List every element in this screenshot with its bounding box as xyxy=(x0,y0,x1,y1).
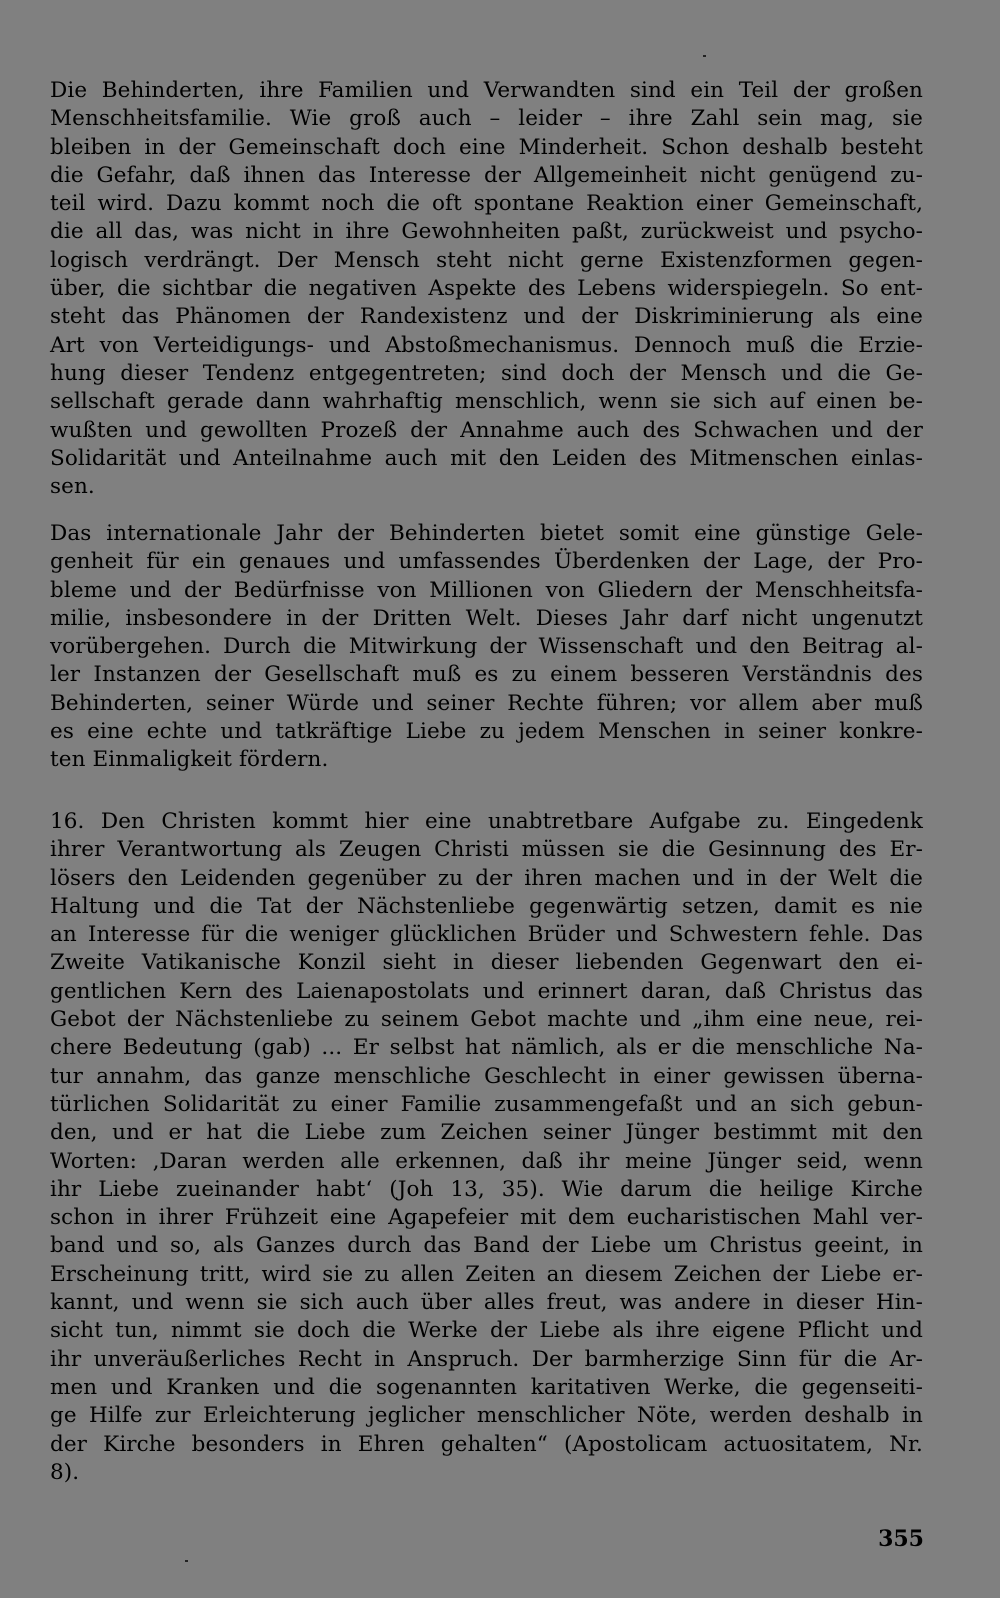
paragraph-disabled-persons-family xyxy=(50,77,923,501)
text-line: Behinderten, seiner Würde und seiner Rechte führen; vor allem aber muß xyxy=(50,690,923,716)
text-line: der Kirche besonders in Ehren gehalten“ (Apostolicam actuositatem, Nr. xyxy=(50,1431,923,1457)
text-line: chere Bedeutung (gab) ... Er selbst hat nämlich, als er die menschliche Na- xyxy=(50,1035,923,1061)
text-line: ihr unveräußerliches Recht in Anspruch. Der barmherzige Sinn für die Ar- xyxy=(50,1346,923,1372)
text-line: Gebot der Nächstenliebe zu seinem Gebot machte und „ihm eine neue, rei- xyxy=(50,1007,923,1033)
text-line: ler Instanzen der Gesellschaft muß es zu einem besseren Verständnis des xyxy=(50,662,923,688)
text-line: steht das Phänomen der Randexistenz und der Diskriminierung als eine xyxy=(50,304,923,330)
text-line: gentlichen Kern des Laienapostolats und erinnert daran, daß Christus das xyxy=(50,978,923,1004)
text-line: über, die sichtbar die negativen Aspekte des Lebens widerspiegeln. So ent- xyxy=(50,276,923,302)
text-line: vorübergehen. Durch die Mitwirkung der Wissenschaft und den Beitrag al- xyxy=(50,634,923,660)
text-line: tur annahm, das ganze menschliche Geschlecht in einer gewissen überna- xyxy=(50,1063,923,1089)
text-line: die Gefahr, daß ihnen das Interesse der Allgemeinheit nicht genügend zu- xyxy=(50,162,923,188)
text-line: Erscheinung tritt, wird sie zu allen Zeiten an diesem Zeichen der Liebe er- xyxy=(50,1261,923,1287)
text-line: men und Kranken und die sogenannten karitativen Werke, die gegenseiti- xyxy=(50,1374,923,1400)
text-line: bleme und der Bedürfnisse von Millionen von Gliedern der Menschheitsfa- xyxy=(50,577,923,603)
text-line: milie, insbesondere in der Dritten Welt. Dieses Jahr darf nicht ungenutzt xyxy=(50,605,923,631)
text-line: Die Behinderten, ihre Familien und Verwandten sind ein Teil der großen xyxy=(50,78,923,103)
text-line: sellschaft gerade dann wahrhaftig menschlich, wenn sie sich auf einen be- xyxy=(50,389,923,415)
scan-speck xyxy=(703,55,706,57)
text-line: Haltung und die Tat der Nächstenliebe gegenwärtig setzen, damit es nie xyxy=(50,893,923,919)
text-line: ge Hilfe zur Erleichterung jeglicher menschlicher Nöte, werden deshalb in xyxy=(50,1403,923,1429)
text-line: Das internationale Jahr der Behinderten bietet somit eine günstige Gele- xyxy=(50,521,923,546)
text-line: ten Einmaligkeit fördern. xyxy=(50,747,329,773)
text-line: band und so, als Ganzes durch das Band der Liebe um Christus geeint, in xyxy=(50,1233,923,1259)
text-line: hung dieser Tendenz entgegentreten; sind doch der Mensch und die Ge- xyxy=(50,360,923,386)
text-line: lösers den Leidenden gegenüber zu der ihren machen und in der Welt die xyxy=(50,865,923,891)
text-line: Art von Verteidigungs- und Abstoßmechanismus. Dennoch muß die Erzie- xyxy=(50,332,923,358)
text-line: schon in ihrer Frühzeit eine Agapefeier mit dem eucharistischen Mahl ver- xyxy=(50,1205,923,1231)
text-line: an Interesse für die weniger glücklichen Brüder und Schwestern fehle. Das xyxy=(50,922,923,948)
text-line: bleiben in der Gemeinschaft doch eine Minderheit. Schon deshalb besteht xyxy=(50,134,923,160)
page-number: 355 xyxy=(878,1526,924,1552)
text-line: 8). xyxy=(50,1459,80,1485)
text-line: ihr Liebe zueinander habt‘ (Joh 13, 35). Wie darum die heilige Kirche xyxy=(50,1176,923,1202)
text-line: logisch verdrängt. Der Mensch steht nicht gerne Existenzformen gegen- xyxy=(50,247,923,273)
text-line: kannt, und wenn sie sich auch über alles freut, was andere in dieser Hin- xyxy=(50,1290,923,1316)
text-line: Menschheitsfamilie. Wie groß auch – leider – ihre Zahl sein mag, sie xyxy=(50,106,923,132)
text-line: den, und er hat die Liebe zum Zeichen seiner Jünger bestimmt mit den xyxy=(50,1120,923,1146)
text-line: teil wird. Dazu kommt noch die oft spontane Reaktion einer Gemeinschaft, xyxy=(50,191,923,217)
paragraph-international-year xyxy=(50,520,923,775)
paragraph-section-16 xyxy=(50,808,923,1487)
text-line: wußten und gewollten Prozeß der Annahme auch des Schwachen und der xyxy=(50,417,923,443)
text-line: es eine echte und tatkräftige Liebe zu jedem Menschen in seiner konkre- xyxy=(50,719,923,745)
text-line: die all das, was nicht in ihre Gewohnheiten paßt, zurückweist und psycho- xyxy=(50,219,923,245)
text-line: Solidarität und Anteilnahme auch mit den Leiden des Mitmenschen einlas- xyxy=(50,445,923,471)
text-line: Zweite Vatikanische Konzil sieht in dieser liebenden Gegenwart den ei- xyxy=(50,950,923,976)
text-line: türlichen Solidarität zu einer Familie zusammengefaßt und an sich gebun- xyxy=(50,1091,923,1117)
text-line: sen. xyxy=(50,474,95,500)
scan-speck xyxy=(185,1560,188,1562)
text-line: Worten: ‚Daran werden alle erkennen, daß ihr meine Jünger seid, wenn xyxy=(50,1148,923,1174)
text-line: genheit für ein genaues und umfassendes Überdenken der Lage, der Pro- xyxy=(50,549,923,575)
text-line: sicht tun, nimmt sie doch die Werke der Liebe als ihre eigene Pflicht und xyxy=(50,1318,923,1344)
text-line: 16. Den Christen kommt hier eine unabtretbare Aufgabe zu. Eingedenk xyxy=(50,809,923,834)
text-line: ihrer Verantwortung als Zeugen Christi müssen sie die Gesinnung des Er- xyxy=(50,837,923,863)
